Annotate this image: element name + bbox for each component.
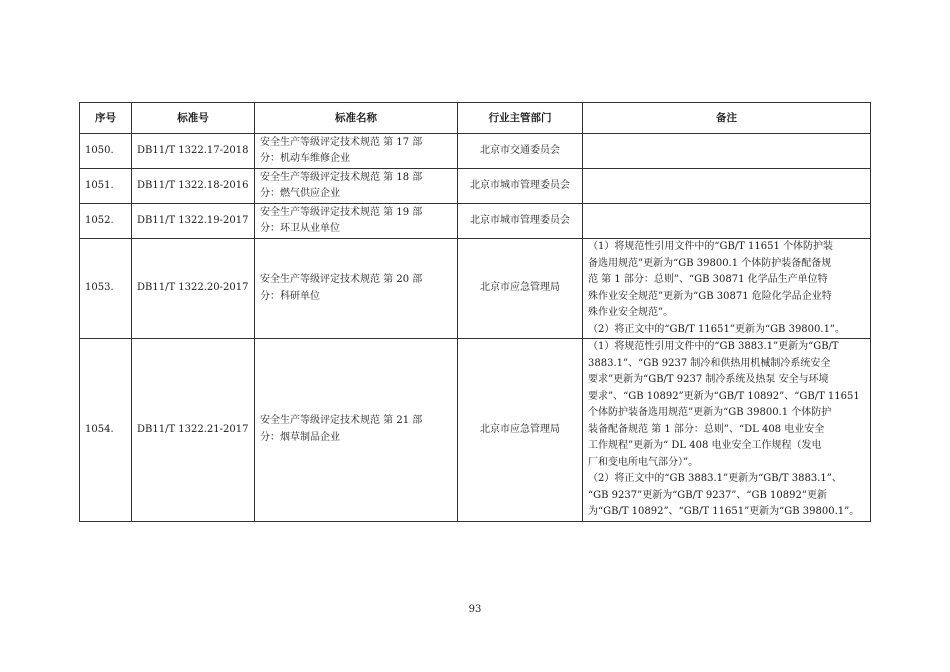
remark-line: 个体防护装备选用规范”更新为“GB 39800.1 个体防护 [588, 407, 832, 418]
standard-code: DB11/T 1322.17-2018 [132, 134, 255, 169]
standards-table [79, 102, 871, 522]
remark-line: （2）将正文中的“GB/T 11651”更新为“GB 39800.1”。 [588, 323, 846, 335]
standard-name-line: 安全生产等级评定技术规范 第 18 部 [260, 171, 423, 183]
standard-code: DB11/T 1322.19-2017 [132, 204, 255, 239]
standard-name-line: 分：科研单位 [260, 290, 320, 302]
row-number: 1053. [80, 239, 132, 339]
standard-name [255, 239, 458, 339]
header-code: 标准号 [132, 103, 255, 134]
remark-cell [583, 204, 871, 239]
row-number: 1054. [80, 339, 132, 522]
remark-line: 要求”更新为“GB/T 9237 制冷系统及热泵 安全与环境 [588, 374, 829, 385]
remark-line: （1）将规范性引用文件中的“GB/T 11651 个体防护装 [588, 241, 834, 252]
standard-name [255, 204, 458, 239]
header-name: 标准名称 [255, 103, 458, 134]
table-row [80, 339, 871, 522]
remark-cell [583, 134, 871, 169]
header-no: 序号 [80, 103, 132, 134]
standard-code: DB11/T 1322.21-2017 [132, 339, 255, 522]
header-row [80, 103, 871, 134]
row-number: 1050. [80, 134, 132, 169]
department: 北京市交通委员会 [458, 134, 583, 169]
standard-name-line: 安全生产等级评定技术规范 第 19 部 [260, 206, 423, 218]
standard-name-line: 安全生产等级评定技术规范 第 20 部 [260, 274, 423, 285]
row-number: 1052. [80, 204, 132, 239]
department: 北京市城市管理委员会 [458, 204, 583, 239]
remark-line: 要求”、“GB 10892”更新为“GB/T 10892”、“GB/T 11651 [588, 390, 860, 402]
standard-name [255, 169, 458, 204]
department: 北京市城市管理委员会 [458, 169, 583, 204]
remark-cell [583, 239, 871, 339]
department: 北京市应急管理局 [458, 239, 583, 339]
remark-line: 厂和变电所电气部分）”。 [588, 456, 699, 468]
standard-name-line: 分：机动车维修企业 [260, 153, 350, 164]
remark-cell [583, 339, 871, 522]
standard-name-line: 分：烟草制品企业 [260, 431, 340, 443]
table-row [80, 169, 871, 204]
page-number: 93 [468, 604, 482, 615]
standard-code: DB11/T 1322.18-2016 [132, 169, 255, 204]
remark-line: 装备配备规范 第 1 部分：总则”、“DL 408 电业安全 [588, 423, 825, 435]
remark-cell [583, 169, 871, 204]
remark-line: （1）将规范性引用文件中的“GB 3883.1”更新为“GB/T [588, 341, 839, 352]
row-number: 1051. [80, 169, 132, 204]
header-note: 备注 [583, 103, 871, 134]
table-row [80, 204, 871, 239]
table-row [80, 134, 871, 169]
standard-name-line: 分：环卫从业单位 [260, 223, 340, 234]
remark-line: 为“GB/T 10892”、“GB/T 11651”更新为“GB 39800.1”。 [588, 506, 860, 517]
standard-name [255, 134, 458, 169]
table-row [80, 239, 871, 339]
remark-line: （2）将正文中的“GB 3883.1”更新为“GB/T 3883.1”、 [588, 473, 842, 484]
remark-line: 工作规程”更新为“ DL 408 电业安全工作规程（发电 [588, 440, 822, 451]
standard-name-line: 分：燃气供应企业 [260, 188, 340, 199]
remark-line: 殊作业安全规范”。 [588, 307, 674, 318]
standard-name-line: 安全生产等级评定技术规范 第 21 部 [260, 415, 423, 427]
remark-line: “GB 9237”更新为“GB/T 9237”、“GB 10892”更新 [588, 489, 827, 501]
standard-name-line: 安全生产等级评定技术规范 第 17 部 [260, 136, 423, 148]
department: 北京市应急管理局 [458, 339, 583, 522]
standard-code: DB11/T 1322.20-2017 [132, 239, 255, 339]
header-dept: 行业主管部门 [458, 103, 583, 134]
remark-line: 范 第 1 部分：总则”、“GB 30871 化学品生产单位特 [588, 274, 828, 285]
remark-line: 备选用规范”更新为“GB 39800.1 个体防护装备配备规 [588, 257, 832, 269]
remark-line: 3883.1”、“GB 9237 制冷和供热用机械制冷系统安全 [588, 357, 831, 369]
remark-line: 殊作业安全规范”更新为“GB 30871 危险化学品企业特 [588, 290, 832, 302]
standard-name [255, 339, 458, 522]
